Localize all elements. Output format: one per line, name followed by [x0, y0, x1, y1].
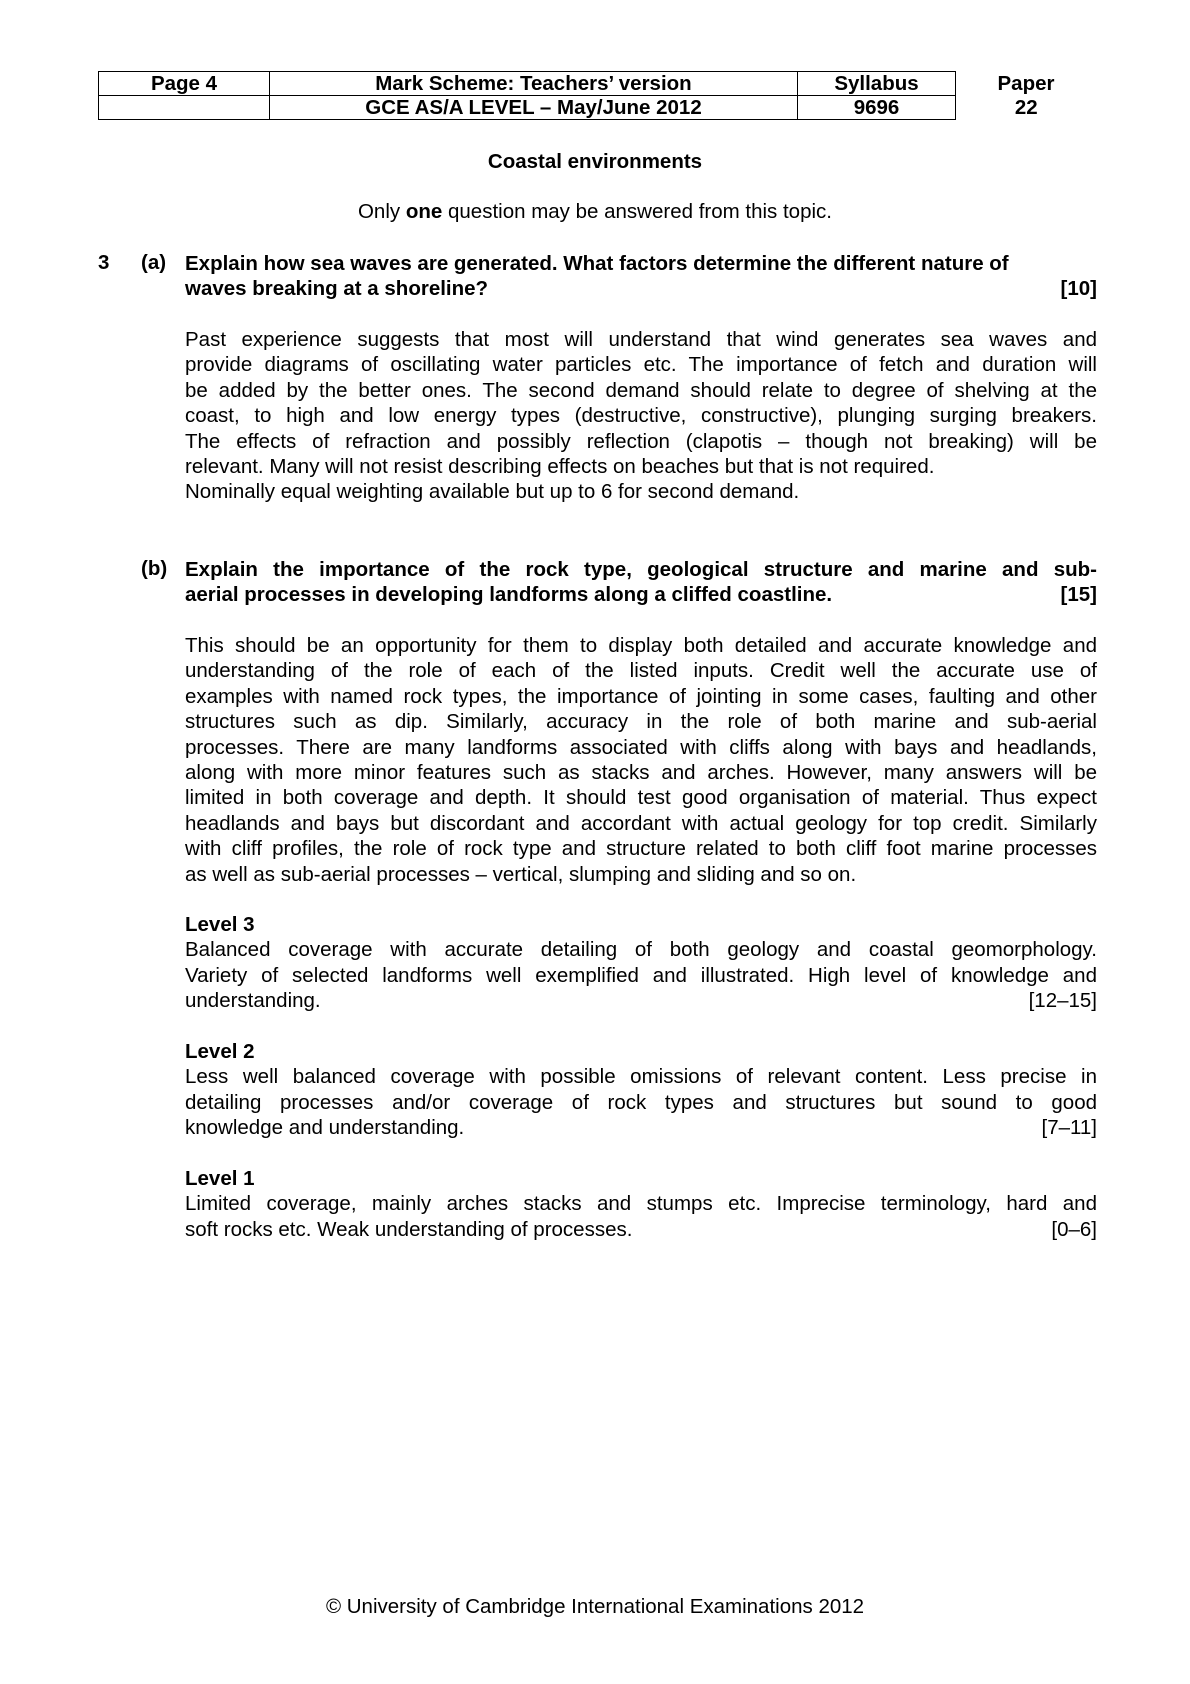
level-3-marks: [12–15]: [1028, 989, 1097, 1013]
part-a-weighting: Nominally equal weighting available but up to 6 for second demand.: [185, 480, 800, 504]
paper-label: Paper: [997, 72, 1055, 95]
part-a-label: (a): [141, 251, 167, 274]
header-table: [98, 71, 1097, 120]
blank-cell: [99, 96, 270, 120]
exam-title: GCE AS/A LEVEL – May/June 2012: [270, 96, 798, 120]
level-2-marks: [7–11]: [1041, 1116, 1097, 1140]
syllabus-code: 9696: [798, 96, 956, 120]
part-b-guidance: This should be an opportunity for them to display both detailed and accurate knowledge and understanding of the role of each of the listed inputs. Credit well the accurate use of examples with named rock types, the importance of jointing in some cases, faulting and other structures such as dip. Similarly, accuracy in the role of both marine and sub-aerial processes. There are many landforms associated with cliffs along with bays and headlands, along with more minor features such as stacks and arches. However, many answers will be limited in both coverage and depth. It should test good organisation of material. Thus expect headlands and bays but discordant and accordant with actual geology for top credit. Similarly with cliff profiles, the role of rock type and structure related to both cliff foot marine processes as well as sub-aerial processes – vertical, slumping and sliding and so on.: [185, 634, 1097, 886]
level-1-marks: [0–6]: [1051, 1217, 1097, 1241]
level-2-title: Level 2: [185, 1040, 255, 1063]
part-b-question: Explain the importance of the rock type, geological structure and marine and sub- aerial processes in developing landforms along a cliffed coastline. [15]: [185, 558, 1097, 607]
page-label: Page 4: [99, 72, 270, 96]
part-a-question: Explain how sea waves are generated. What factors determine the different nature of waves breaking at a shoreline? [10]: [185, 252, 1097, 301]
mark-scheme-title: Mark Scheme: Teachers’ version: [270, 72, 798, 96]
section-instruction: Only one question may be answered from this topic.: [357, 200, 832, 223]
part-a-marks: [10]: [1060, 277, 1097, 301]
level-1-block: Level 1 Limited coverage, mainly arches stacks and stumps etc. Imprecise terminology, hard and soft rocks etc. Weak understanding of processes. [0–6]: [185, 1167, 1097, 1241]
level-3-title: Level 3: [185, 913, 255, 936]
level-2-block: Level 2 Less well balanced coverage with possible omissions of relevant content. Less precise in detailing processes and/or coverage of rock types and structures but sound to good knowledge and understanding. [7–11]: [185, 1040, 1097, 1140]
syllabus-label: Syllabus: [798, 72, 956, 96]
part-b-marks: [15]: [1060, 583, 1097, 607]
copyright-footer: © University of Cambridge International Examinations 2012: [325, 1595, 865, 1618]
instruction-emphasis: one: [405, 200, 443, 223]
part-a-guidance: Past experience suggests that most will understand that wind generates sea waves and provide diagrams of oscillating water particles etc. The importance of fetch and duration will be added by the better ones. The second demand should relate to degree of shelving at the coast, to high and low energy types (destructive, constructive), plunging surging breakers. The effects of refraction and possibly reflection (clapotis – though not breaking) will be relevant. Many will not resist describing effects on beaches but that is not required. Nominally equal weighting available but up to 6 for second demand.: [185, 328, 1097, 504]
part-b-label: (b): [141, 557, 168, 580]
paper-number: 22: [1014, 96, 1038, 119]
level-1-title: Level 1: [185, 1167, 255, 1190]
question-number: 3: [98, 251, 110, 274]
section-title: Coastal environments: [487, 150, 703, 173]
level-3-block: Level 3 Balanced coverage with accurate detailing of both geology and coastal geomorphology. Variety of selected landforms well exemplified and illustrated. High level of knowledge and understanding. [12–15]: [185, 913, 1097, 1013]
